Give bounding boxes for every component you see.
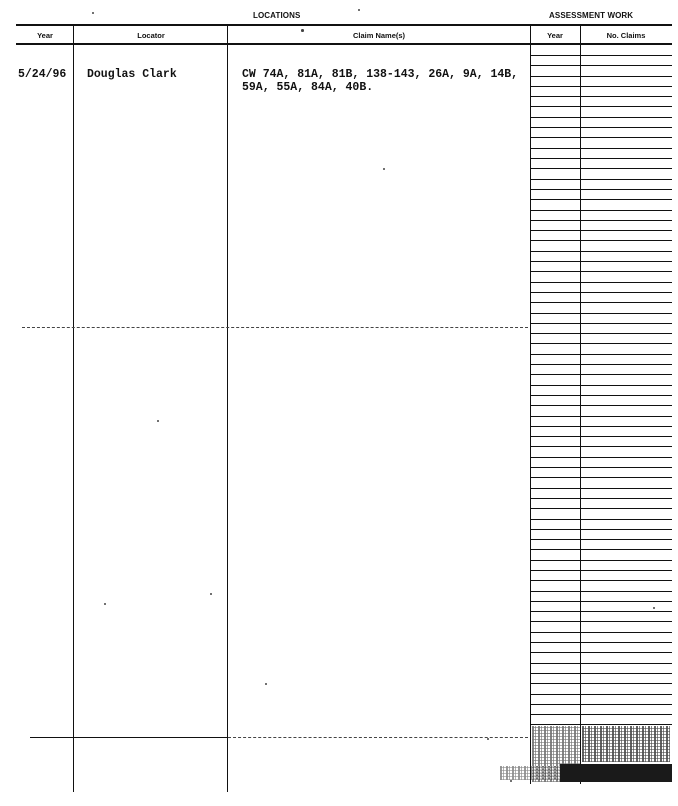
aw-grid-line: [530, 117, 672, 118]
aw-grid-line: [530, 55, 672, 56]
aw-grid-line: [530, 549, 672, 550]
aw-grid-line: [530, 230, 672, 231]
aw-grid-line: [530, 621, 672, 622]
aw-grid-line: [530, 539, 672, 540]
aw-grid-line: [530, 354, 672, 355]
bottom-separator-solid: [30, 737, 228, 738]
aw-grid-line: [530, 261, 672, 262]
aw-grid-line: [530, 168, 672, 169]
column-header-locator: Locator: [137, 31, 165, 40]
aw-grid-line: [530, 292, 672, 293]
aw-grid-line: [530, 714, 672, 715]
aw-grid-line: [530, 96, 672, 97]
aw-grid-line: [530, 302, 672, 303]
aw-grid-line: [530, 498, 672, 499]
speck: [487, 738, 489, 740]
bottom-separator-dashed: [228, 737, 528, 739]
aw-grid-line: [530, 591, 672, 592]
scan-noise-band-left: [500, 766, 560, 780]
entry-year: 5/24/96: [18, 68, 67, 81]
aw-grid-line: [530, 179, 672, 180]
aw-grid-line: [530, 313, 672, 314]
aw-grid-line: [530, 282, 672, 283]
divider-year-locator: [73, 24, 74, 792]
aw-grid-line: [530, 343, 672, 344]
speck: [157, 420, 159, 422]
aw-grid-line: [530, 611, 672, 612]
aw-grid-line: [530, 704, 672, 705]
aw-grid-line: [530, 601, 672, 602]
aw-grid-line: [530, 642, 672, 643]
mid-separator-dashed: [22, 327, 528, 329]
speck: [104, 603, 106, 605]
aw-grid-line: [530, 385, 672, 386]
speck: [301, 29, 304, 32]
aw-grid-line: [530, 210, 672, 211]
scan-noise-dark-band: [560, 764, 672, 782]
aw-grid-line: [530, 251, 672, 252]
aw-grid-line: [530, 189, 672, 190]
column-header-claim-names: Claim Name(s): [352, 31, 406, 40]
column-header-aw-no-claims: No. Claims: [606, 31, 646, 40]
aw-grid-line: [530, 86, 672, 87]
aw-grid-line: [530, 333, 672, 334]
speck: [265, 683, 267, 685]
assessment-work-header: ASSESSMENT WORK: [549, 11, 634, 20]
aw-grid-line: [530, 323, 672, 324]
aw-grid-line: [530, 426, 672, 427]
aw-grid-line: [530, 240, 672, 241]
aw-grid-line: [530, 137, 672, 138]
divider-locator-claims: [227, 24, 228, 792]
aw-grid-line: [530, 436, 672, 437]
aw-grid-line: [530, 529, 672, 530]
entry-locator: Douglas Clark: [87, 68, 177, 81]
aw-grid-line: [530, 405, 672, 406]
entry-claims-line-1: CW 74A, 81A, 81B, 138-143, 26A, 9A, 14B,: [242, 68, 519, 81]
aw-grid-line: [530, 148, 672, 149]
column-header-year: Year: [37, 31, 53, 40]
column-header-aw-year: Year: [547, 31, 563, 40]
speck: [383, 168, 385, 170]
aw-grid-line: [530, 570, 672, 571]
divider-aw-year-no-claims: [580, 24, 581, 784]
speck: [210, 593, 212, 595]
locations-header: LOCATIONS: [253, 11, 301, 20]
aw-grid-line: [530, 508, 672, 509]
entry-claims-line-2: 59A, 55A, 84A, 40B.: [242, 81, 374, 94]
aw-grid-line: [530, 652, 672, 653]
aw-grid-line: [530, 673, 672, 674]
aw-grid-line: [530, 632, 672, 633]
scan-noise-aw-no-claims: [582, 726, 670, 762]
speck: [653, 607, 655, 609]
speck: [92, 12, 94, 14]
aw-grid-line: [530, 271, 672, 272]
aw-grid-line: [530, 488, 672, 489]
aw-grid-line: [530, 467, 672, 468]
aw-grid-line: [530, 106, 672, 107]
aw-grid-line: [530, 519, 672, 520]
aw-grid-line: [530, 477, 672, 478]
header-bottom-rule: [16, 43, 672, 45]
speck: [358, 9, 360, 11]
aw-grid-line: [530, 663, 672, 664]
aw-grid-line: [530, 65, 672, 66]
aw-grid-line: [530, 416, 672, 417]
speck: [510, 780, 512, 782]
aw-grid-line: [530, 374, 672, 375]
aw-grid-line: [530, 76, 672, 77]
aw-grid-line: [530, 395, 672, 396]
aw-grid-line: [530, 127, 672, 128]
aw-grid-line: [530, 560, 672, 561]
aw-grid-line: [530, 446, 672, 447]
aw-grid-line: [530, 683, 672, 684]
aw-grid-line: [530, 220, 672, 221]
aw-grid-line: [530, 580, 672, 581]
aw-grid-line: [530, 199, 672, 200]
divider-claims-aw-year: [530, 24, 531, 784]
aw-grid-line: [530, 457, 672, 458]
header-top-rule: [16, 24, 672, 26]
aw-grid-line: [530, 694, 672, 695]
aw-grid-line: [530, 724, 672, 725]
aw-grid-line: [530, 364, 672, 365]
aw-grid-line: [530, 158, 672, 159]
